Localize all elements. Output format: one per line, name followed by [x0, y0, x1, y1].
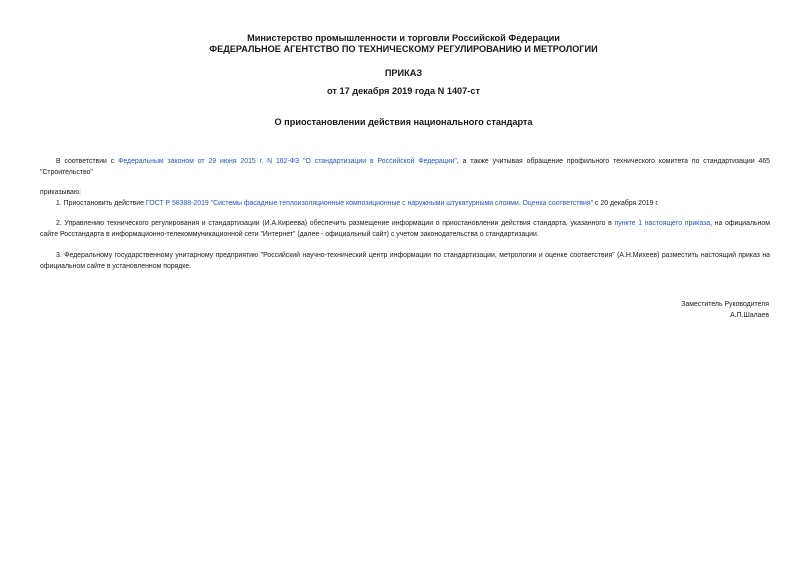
preamble-suffix: , а также учитывая обращение профильного технического комитета по стандартизации 465 "Строительство" [40, 158, 771, 176]
item-1-prefix: 1. Приостановить действие [56, 200, 146, 207]
item-3-paragraph: 3. Федеральному государственному унитарному предприятию "Российский научно-технический центр информации по стандартизации, метрологии и оценке соответствия" (А.Н.Михеев) разместить настоящий приказ на официальном сайте в установленном порядке. [40, 252, 770, 270]
ministry-title: Министерство промышленности и торговли Российской Федерации [247, 33, 560, 43]
document-type: ПРИКАЗ [384, 68, 423, 78]
item-2-paragraph [40, 218, 770, 240]
item-1-suffix: с 20 декабря 2019 г. [593, 200, 659, 207]
federal-law-link[interactable]: Федеральным законом от 29 июня 2015 г. N 162-ФЗ "О стандартизации в Российской Федерации" [118, 158, 457, 165]
preamble-paragraph [40, 156, 770, 178]
signatory-name: А.П.Шалаев [730, 312, 769, 319]
document-date-number: от 17 декабря 2019 года N 1407-ст [327, 86, 480, 96]
document-subject: О приостановлении действия национального стандарта [274, 117, 533, 127]
order-word: приказываю: [40, 189, 81, 196]
agency-title: ФЕДЕРАЛЬНОЕ АГЕНТСТВО ПО ТЕХНИЧЕСКОМУ РЕГУЛИРОВАНИЮ И МЕТРОЛОГИИ [209, 44, 598, 54]
item-2-prefix: 2. Управлению технического регулирования и стандартизации (И.А.Киреева) обеспечить размещение информации о приостановлении действия стандарта, указанного в [56, 220, 615, 227]
item-2-suffix: , на официальном сайте Росстандарта в информационно-телекоммуникационной сети "Интернет" (далее - официальный сайт) с учетом законодательства о стандартизации. [40, 220, 770, 238]
preamble-prefix: В соответствии с [56, 158, 119, 165]
item-1-paragraph [40, 198, 770, 209]
order-point-1-link[interactable]: пункте 1 настоящего приказа [614, 220, 711, 227]
signatory-position: Заместитель Руководителя [681, 301, 769, 308]
gost-standard-link[interactable]: ГОСТ Р 58388-2019 "Системы фасадные теплоизоляционные композиционные с наружными штукатурными слоями. Оценка соответствия" [145, 200, 594, 207]
